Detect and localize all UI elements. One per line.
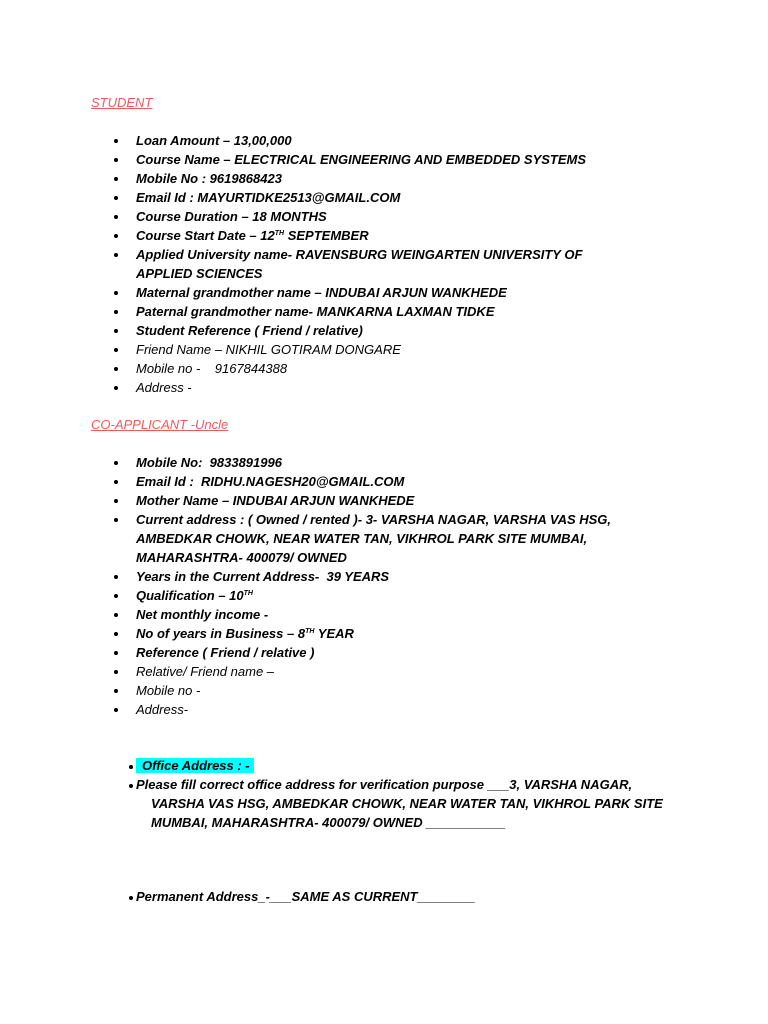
office-verify-line: VARSHA VAS HSG, AMBEDKAR CHOWK, NEAR WATER TAN, VIKHROL PARK SITE — [151, 796, 663, 811]
list-item: Email Id : MAYURTIDKE2513@GMAIL.COM — [0, 188, 636, 207]
list-item: Course Duration – 18 MONTHS — [0, 207, 636, 226]
list-item: Paternal grandmother name- MANKARNA LAXMAN TIDKE — [0, 302, 636, 321]
list-item: Loan Amount – 13,00,000 — [0, 131, 636, 150]
list-item: Address - — [0, 378, 636, 397]
bullet-icon — [114, 367, 118, 371]
list-item: Years in the Current Address- 39 YEARS — [0, 567, 636, 586]
bullet-icon — [129, 765, 133, 769]
student-heading: STUDENT — [91, 95, 153, 110]
list-item: Mobile No: 9833891996 — [0, 453, 636, 472]
list-item: Maternal grandmother name – INDUBAI ARJUN WANKHEDE — [0, 283, 636, 302]
bullet-icon — [114, 575, 118, 579]
list-item: Mother Name – INDUBAI ARJUN WANKHEDE — [0, 491, 636, 510]
list-item: Net monthly income - — [0, 605, 636, 624]
list-item: Qualification – 10TH — [0, 586, 636, 605]
list-item: Current address : ( Owned / rented )- 3- VARSHA NAGAR, VARSHA VAS HSG, AMBEDKAR CHOWK, NEAR WATER TAN, VIKHROL PARK SITE MUMBAI, MAHARASHTRA- 400079/ OWNED — [0, 510, 616, 567]
permanent-address: Permanent Address_-___SAME AS CURRENT________ — [136, 889, 476, 904]
bullet-icon — [114, 632, 118, 636]
list-item: Reference ( Friend / relative ) — [0, 643, 636, 662]
bullet-icon — [114, 329, 118, 333]
bullet-icon — [114, 215, 118, 219]
bullet-icon — [114, 689, 118, 693]
list-item: Applied University name- RAVENSBURG WEINGARTEN UNIVERSITY OF APPLIED SCIENCES — [0, 245, 636, 283]
bullet-icon — [114, 651, 118, 655]
bullet-icon — [129, 784, 133, 788]
list-item: Course Start Date – 12TH SEPTEMBER — [0, 226, 636, 245]
list-item: Mobile no - 9167844388 — [0, 359, 636, 378]
list-item: Friend Name – NIKHIL GOTIRAM DONGARE — [0, 340, 636, 359]
list-item: No of years in Business – 8TH YEAR — [0, 624, 636, 643]
bullet-icon — [129, 896, 133, 900]
bullet-icon — [114, 158, 118, 162]
bullet-icon — [114, 386, 118, 390]
bullet-icon — [114, 708, 118, 712]
office-address-label: Office Address : - — [136, 756, 254, 775]
bullet-icon — [114, 461, 118, 465]
bullet-icon — [114, 196, 118, 200]
list-item: Relative/ Friend name – — [0, 662, 636, 681]
list-item: Mobile No : 9619868423 — [0, 169, 636, 188]
bullet-icon — [114, 518, 118, 522]
bullet-icon — [114, 480, 118, 484]
bullet-icon — [114, 310, 118, 314]
bullet-icon — [114, 253, 118, 257]
bullet-icon — [114, 670, 118, 674]
bullet-icon — [114, 499, 118, 503]
list-item: Email Id : RIDHU.NAGESH20@GMAIL.COM — [0, 472, 636, 491]
bullet-icon — [114, 348, 118, 352]
bullet-icon — [114, 291, 118, 295]
list-item: Course Name – ELECTRICAL ENGINEERING AND EMBEDDED SYSTEMS — [0, 150, 636, 169]
bullet-icon — [114, 234, 118, 238]
office-verify-line: MUMBAI, MAHARASHTRA- 400079/ OWNED ___________ — [151, 815, 506, 830]
office-verify-line: Please fill correct office address for verification purpose ___3, VARSHA NAGAR, — [136, 777, 633, 792]
bullet-icon — [114, 594, 118, 598]
bullet-icon — [114, 613, 118, 617]
bullet-icon — [114, 177, 118, 181]
coapplicant-heading: CO-APPLICANT -Uncle — [91, 417, 229, 432]
list-item: Student Reference ( Friend / relative) — [0, 321, 636, 340]
coapplicant-list — [0, 453, 768, 719]
list-item: Mobile no - — [0, 681, 636, 700]
list-item: Address- — [0, 700, 636, 719]
bullet-icon — [114, 139, 118, 143]
student-list — [0, 131, 768, 397]
